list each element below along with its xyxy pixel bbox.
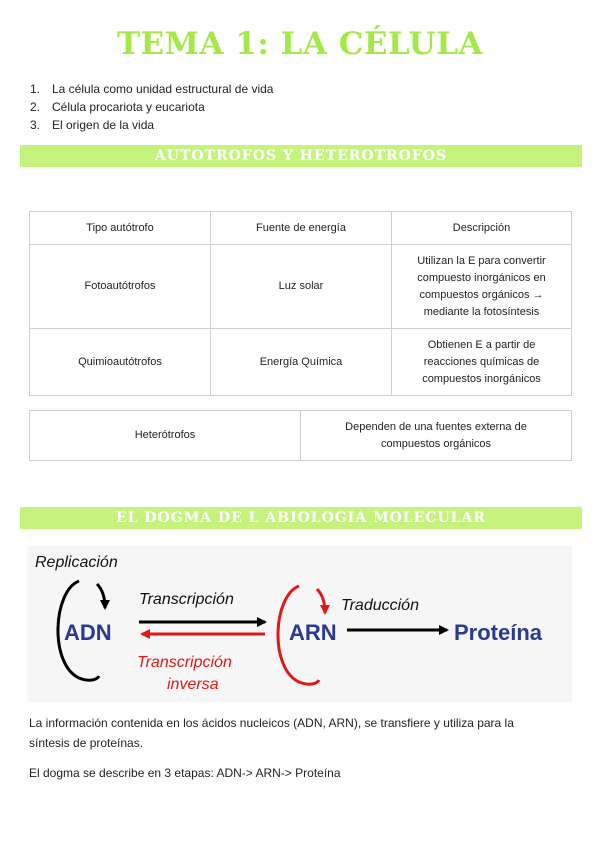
cell-tipo: Quimioautótrofos xyxy=(30,329,211,396)
paragraph-etapas: El dogma se describe en 3 etapas: ADN-> ARN-> Proteína xyxy=(29,766,341,780)
toc-item xyxy=(30,80,273,98)
desc-line: Obtienen E a partir de xyxy=(427,338,536,351)
page-title: TEMA 1: LA CÉLULA xyxy=(116,26,484,62)
toc-text: La célula como unidad estructural de vida xyxy=(52,82,274,96)
desc-line: Dependen de una fuentes externa de xyxy=(345,420,527,433)
dogma-diagram xyxy=(27,546,572,702)
label-transcripcion: Transcripción xyxy=(139,591,234,608)
cell-descripcion xyxy=(301,411,572,461)
label-replicacion: Replicación xyxy=(35,554,118,571)
desc-line: reacciones químicas de xyxy=(423,355,540,368)
label-arn: ARN xyxy=(289,620,337,645)
label-adn: ADN xyxy=(64,620,112,645)
cell-fuente: Energía Química xyxy=(211,329,392,396)
arn-arc-right xyxy=(317,589,325,613)
toc-text: El origen de la vida xyxy=(52,118,155,132)
desc-line: compuestos orgánicos → xyxy=(419,288,544,301)
desc-line: compuestos inorgánicos xyxy=(422,372,541,385)
header-cell: Tipo autótrofo xyxy=(30,212,211,245)
paragraph-line: síntesis de proteínas. xyxy=(29,736,144,750)
replicacion-arc-right xyxy=(97,584,105,608)
toc-item xyxy=(30,98,273,116)
label-proteina: Proteína xyxy=(454,620,543,645)
header-cell: Descripción xyxy=(392,212,572,245)
section-heading-dogma: EL DOGMA DE L ABIOLOGIA MOLECULAR xyxy=(20,507,582,529)
label-transcripcion-inversa-1: Transcripción xyxy=(137,654,232,671)
dogma-diagram-svg xyxy=(27,546,572,702)
cell-fuente: Luz solar xyxy=(211,245,392,329)
toc-item xyxy=(30,116,273,134)
table-row xyxy=(30,329,572,396)
toc-text: Célula procariota y eucariota xyxy=(52,100,205,114)
toc-number: 1. xyxy=(30,82,41,96)
desc-line: mediante la fotosíntesis xyxy=(423,305,540,318)
section-heading-autotrofos: AUTOTROFOS Y HETEROTROFOS xyxy=(20,145,582,167)
toc-number: 3. xyxy=(30,118,41,132)
table-of-contents xyxy=(30,80,273,134)
paragraph-line: La información contenida en los ácidos nucleicos (ADN, ARN), se transfiere y utiliza para la xyxy=(29,716,514,730)
desc-line: compuesto inorgánicos en xyxy=(417,271,546,284)
table-header-row xyxy=(30,212,572,245)
table-row xyxy=(30,245,572,329)
table-row xyxy=(30,411,572,461)
desc-line: compuestos orgánicos xyxy=(380,437,492,450)
cell-tipo: Heterótrofos xyxy=(30,411,301,461)
cell-descripcion xyxy=(392,245,572,329)
cell-descripcion xyxy=(392,329,572,396)
label-transcripcion-inversa-2: inversa xyxy=(167,676,219,693)
toc-number: 2. xyxy=(30,100,41,114)
cell-tipo: Fotoautótrofos xyxy=(30,245,211,329)
heterotrofos-table xyxy=(29,410,572,461)
paragraph-info xyxy=(29,713,574,753)
autotrofos-table xyxy=(29,211,572,396)
label-traduccion: Traducción xyxy=(341,597,419,614)
desc-line: Utilizan la E para convertir xyxy=(417,254,546,267)
header-cell: Fuente de energía xyxy=(211,212,392,245)
